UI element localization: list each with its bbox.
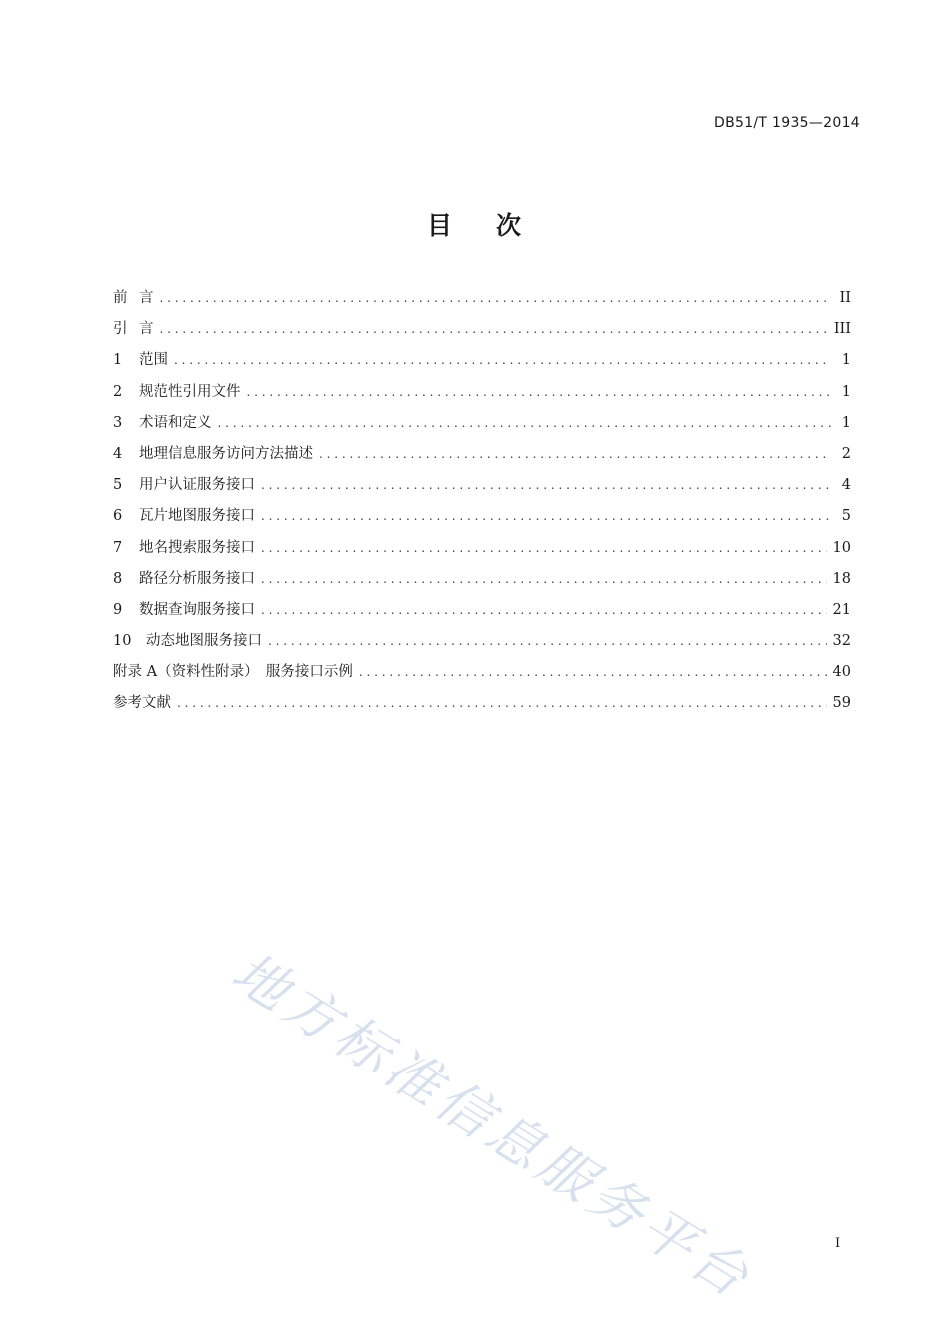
toc-page: 21 [832,601,851,618]
toc-number: 3 [113,414,123,431]
toc-title: 言 [139,290,154,306]
toc-page: 40 [832,664,851,681]
toc-entry-foreword[interactable] [113,286,851,317]
toc-title: 瓦片地图服务接口 [139,508,255,525]
toc-title: 地名搜索服务接口 [139,539,255,556]
toc-title: 言 [139,321,154,338]
toc-page: 1 [841,414,851,431]
toc-title: 参考文献 [113,695,171,712]
toc-number: 1 [113,352,123,369]
watermark: 地方标准信息服务平台 [221,940,764,1312]
toc-number: 6 [113,508,123,525]
toc-leader-dots [268,634,827,648]
toc-page: 1 [841,352,851,369]
toc-number: 4 [113,445,123,462]
toc-page: 2 [841,445,851,462]
toc-title: 数据查询服务接口 [139,601,255,618]
toc-number: 2 [113,383,123,400]
toc-title: 术语和定义 [139,414,212,431]
toc-title: 路径分析服务接口 [139,570,255,587]
toc-entry-7[interactable] [113,536,851,567]
toc-title: 用户认证服务接口 [139,477,255,494]
toc-number: 8 [113,570,123,587]
toc-leader-dots [218,416,832,430]
toc-entry-8[interactable] [113,567,851,598]
toc-title: 附录 A（资料性附录） 服务接口示例 [113,664,353,681]
toc-leader-dots [160,291,832,305]
standard-code: DB51/T 1935—2014 [714,115,860,131]
toc-leader-dots [261,603,827,617]
toc-title: 动态地图服务接口 [146,633,262,650]
toc-page: 18 [832,570,851,587]
toc-entry-appendix-a[interactable] [113,660,851,691]
toc-leader-dots [160,322,828,336]
table-of-contents [113,286,851,723]
toc-page: 59 [832,695,851,712]
toc-entry-4[interactable] [113,442,851,473]
toc-leader-dots [319,447,831,461]
page-title [0,206,950,242]
toc-title: 规范性引用文件 [139,383,241,400]
toc-title: 地理信息服务访问方法描述 [139,445,313,462]
toc-leader-dots [359,665,827,679]
toc-number: 10 [113,633,132,650]
toc-number: 7 [113,539,123,556]
toc-number: 5 [113,477,123,494]
toc-leader-dots [177,696,827,710]
toc-page: III [833,321,851,338]
toc-leader-dots [261,509,831,523]
toc-entry-9[interactable] [113,598,851,629]
page-number: I [835,1236,841,1251]
title-char-left: 目 [426,211,454,240]
toc-entry-1[interactable] [113,348,851,379]
toc-page: 5 [841,508,851,525]
toc-number: 9 [113,601,123,618]
toc-leader-dots [174,353,831,367]
toc-entry-introduction[interactable] [113,317,851,348]
toc-page: 32 [832,633,851,650]
toc-number: 引 [113,321,128,338]
toc-entry-2[interactable] [113,380,851,411]
toc-leader-dots [261,478,831,492]
toc-leader-dots [261,572,827,586]
toc-page: 4 [841,477,851,494]
toc-page: II [839,290,851,306]
toc-entry-10[interactable] [113,629,851,660]
title-char-right: 次 [496,211,524,240]
toc-entry-6[interactable] [113,504,851,535]
toc-entry-3[interactable] [113,411,851,442]
toc-page: 10 [832,539,851,556]
toc-title: 范围 [139,352,168,369]
toc-number: 前 [113,290,128,306]
toc-entry-bibliography[interactable] [113,691,851,722]
toc-leader-dots [247,385,832,399]
toc-entry-5[interactable] [113,473,851,504]
toc-page: 1 [841,383,851,400]
toc-leader-dots [261,541,827,555]
